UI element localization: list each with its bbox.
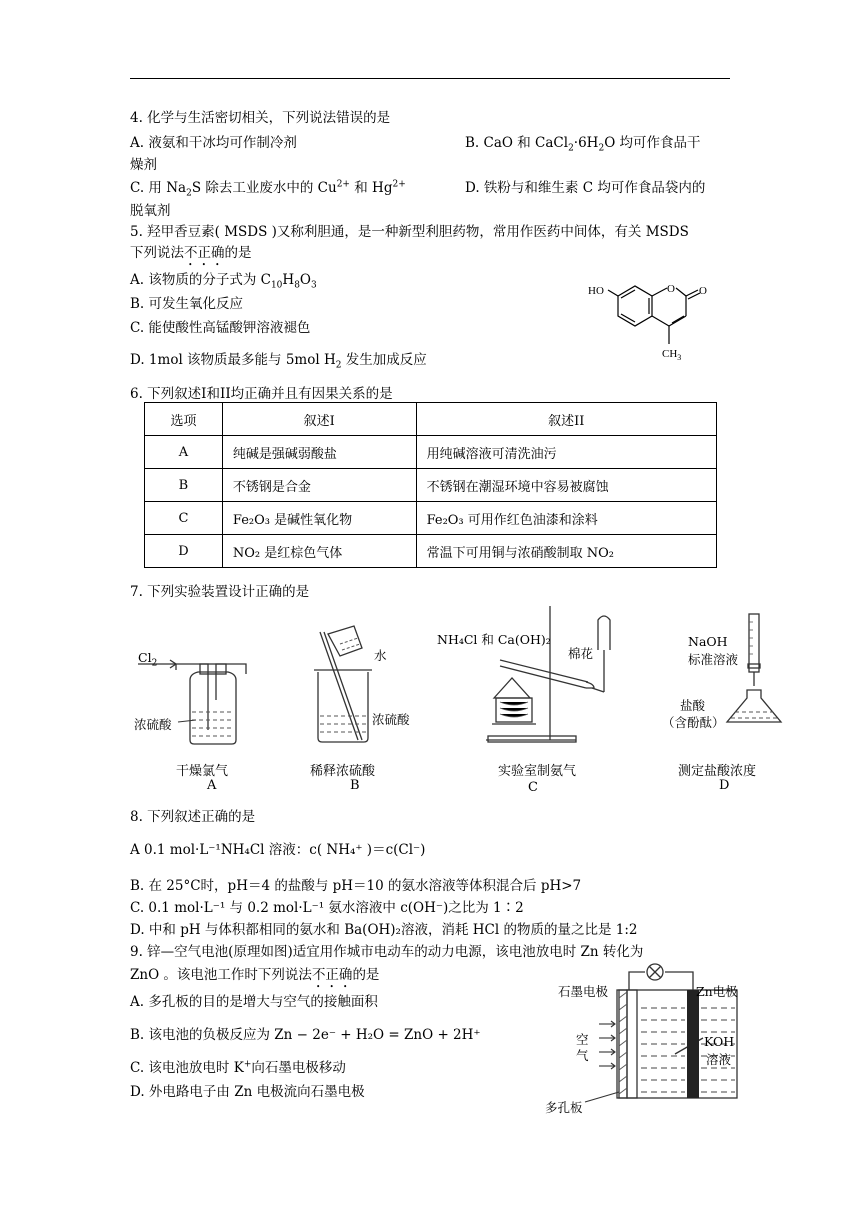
table-row	[145, 535, 717, 568]
struct-ring-o-label: O	[667, 283, 675, 295]
q5-stem-2: 下列说法不正确的是	[130, 245, 252, 261]
table-cell: 用纯碱溶液可清洗油污	[416, 436, 716, 469]
table-header-cell: 叙述II	[416, 403, 716, 436]
table-row	[145, 502, 717, 535]
table-cell: Fe₂O₃ 可用作红色油漆和涂料	[416, 502, 716, 535]
apparatus-b-beaker	[300, 620, 380, 750]
apparatus-d-titration	[715, 610, 795, 730]
table-cell: 不锈钢是合金	[222, 469, 416, 502]
battery-porous-plate-label: 多孔板	[545, 1100, 583, 1115]
hymecromone-structure	[580, 270, 740, 370]
apparatus-c-reagent-label: NH₄Cl 和 Ca(OH)₂	[437, 632, 551, 647]
table-header-row	[145, 403, 717, 436]
apparatus-b-acid-label: 浓硫酸	[372, 712, 410, 727]
apparatus-b-caption: 稀释浓硫酸	[310, 764, 376, 779]
apparatus-d-caption: 测定盐酸浓度	[678, 764, 757, 779]
apparatus-c-ammonia-setup	[480, 600, 620, 750]
apparatus-c-caption: 实验室制氨气	[498, 764, 577, 779]
header-rule	[130, 78, 730, 79]
battery-air-label-2: 气	[576, 1048, 589, 1063]
battery-air-label-1: 空	[576, 1032, 589, 1047]
apparatus-a-letter: A	[207, 778, 217, 793]
table-cell: D	[145, 535, 223, 568]
q4-option-c: C. 用 $Na_2S$ 除去工业废水中的 $Cu^{2+}$ 和 $Hg^{2+}$	[130, 179, 406, 199]
battery-zn-label: Zn电极	[696, 984, 738, 999]
apparatus-b-water-label: 水	[374, 648, 387, 663]
apparatus-d-hcl-label-2: （含酚酞）	[662, 715, 725, 730]
q9-option-d: D. 外电路电子由 Zn 电极流向石墨电极	[130, 1084, 365, 1100]
table-cell: 常温下可用铜与浓硝酸制取 NO₂	[416, 535, 716, 568]
apparatus-d-hcl-label: 盐酸	[680, 698, 706, 713]
table-header-cell: 选项	[145, 403, 223, 436]
struct-ch3-label: $CH_3$	[662, 348, 682, 362]
q9-stem: 9. 锌—空气电池(原理如图)适宜用作城市电动车的动力电源，该电池放电时 Zn 转化为	[130, 944, 644, 960]
table-cell: 纯碱是强碱弱酸盐	[222, 436, 416, 469]
q8-option-a: A 0.1 mol·L⁻¹NH₄Cl 溶液：c( NH₄⁺ )＝c(Cl⁻)	[130, 842, 426, 858]
q5-option-d: D. 1mol 该物质最多能与 5mol $H_2$ 发生加成反应	[130, 352, 427, 371]
q8-stem: 8. 下列叙述正确的是	[130, 809, 256, 825]
apparatus-b-letter: B	[350, 778, 360, 793]
q6-stem: 6. 下列叙述I和II均正确并且有因果关系的是	[130, 386, 393, 402]
q8-option-c: C. 0.1 mol·L⁻¹ 与 0.2 mol·L⁻¹ 氨水溶液中 c(OH⁻)之比为 1∶2	[130, 900, 524, 916]
q5-option-c: C. 能使酸性高锰酸钾溶液褪色	[130, 320, 311, 336]
table-cell: A	[145, 436, 223, 469]
battery-graphite-label: 石墨电极	[558, 984, 609, 999]
q9-option-b: B. 该电池的负极反应为 Zn − 2e⁻ + H₂O = ZnO + 2H⁺	[130, 1027, 481, 1043]
table-cell: B	[145, 469, 223, 502]
q9-stem-2: ZnO 。该电池工作时下列说法不正确的是	[130, 967, 380, 983]
q4-stem: 4. 化学与生活密切相关，下列说法错误的是	[130, 110, 391, 126]
table-cell: Fe₂O₃ 是碱性氧化物	[222, 502, 416, 535]
table-header-cell: 叙述I	[222, 403, 416, 436]
apparatus-c-letter: C	[528, 780, 538, 795]
struct-carbonyl-o-label: O	[699, 285, 707, 297]
struct-ho-label: HO	[588, 285, 604, 297]
q5-option-a: A. 该物质的分子式为 $C_{10}H_8O_3$	[130, 272, 317, 291]
q4-option-b: B. CaO 和 $CaCl_2\cdot 6H_2O$ 均可作食品干	[465, 135, 701, 154]
apparatus-a-acid-label: 浓硫酸	[134, 717, 172, 732]
battery-koh-label: KOH	[704, 1034, 735, 1049]
table-row	[145, 469, 717, 502]
q4-option-a: A. 液氨和干冰均可作制冷剂	[130, 135, 297, 151]
q9-option-a: A. 多孔板的目的是增大与空气的接触面积	[130, 994, 378, 1010]
q8-option-b: B. 在 25°C时，pH＝4 的盐酸与 pH＝10 的氨水溶液等体积混合后 pH>7	[130, 878, 582, 894]
apparatus-a-gas-label: $Cl_2$	[138, 650, 158, 669]
q9-option-c: C. 该电池放电时 K+向石墨电极移动	[130, 1059, 346, 1076]
apparatus-a-caption: 干燥氯气	[176, 764, 229, 779]
apparatus-c-cotton-label: 棉花	[568, 646, 594, 661]
q5-option-b: B. 可发生氧化反应	[130, 296, 244, 312]
apparatus-d-naoh-label: NaOH	[688, 634, 728, 649]
q8-option-d: D. 中和 pH 与体积都相同的氨水和 Ba(OH)₂溶液，消耗 HCl 的物质的量之比是 1:2	[130, 922, 638, 938]
table-cell: NO₂ 是红棕色气体	[222, 535, 416, 568]
table-row	[145, 436, 717, 469]
q4-option-c-wrap: 脱氧剂	[130, 203, 171, 219]
q4-option-b-wrap: 燥剂	[130, 157, 157, 173]
table-cell: 不锈钢在潮湿环境中容易被腐蚀	[416, 469, 716, 502]
apparatus-d-naoh-label-2: 标准溶液	[688, 652, 739, 667]
apparatus-d-letter: D	[719, 778, 730, 793]
q7-stem: 7. 下列实验装置设计正确的是	[130, 584, 310, 600]
battery-koh-label-2: 溶液	[706, 1052, 732, 1067]
q6-table	[144, 402, 717, 568]
q4-option-d: D. 铁粉与和维生素 C 均可作食品袋内的	[465, 180, 706, 196]
q5-stem: 5. 羟甲香豆素( MSDS )又称利胆通，是一种新型利胆药物，常用作医药中间体，有关 MSDS	[130, 224, 689, 240]
table-cell: C	[145, 502, 223, 535]
